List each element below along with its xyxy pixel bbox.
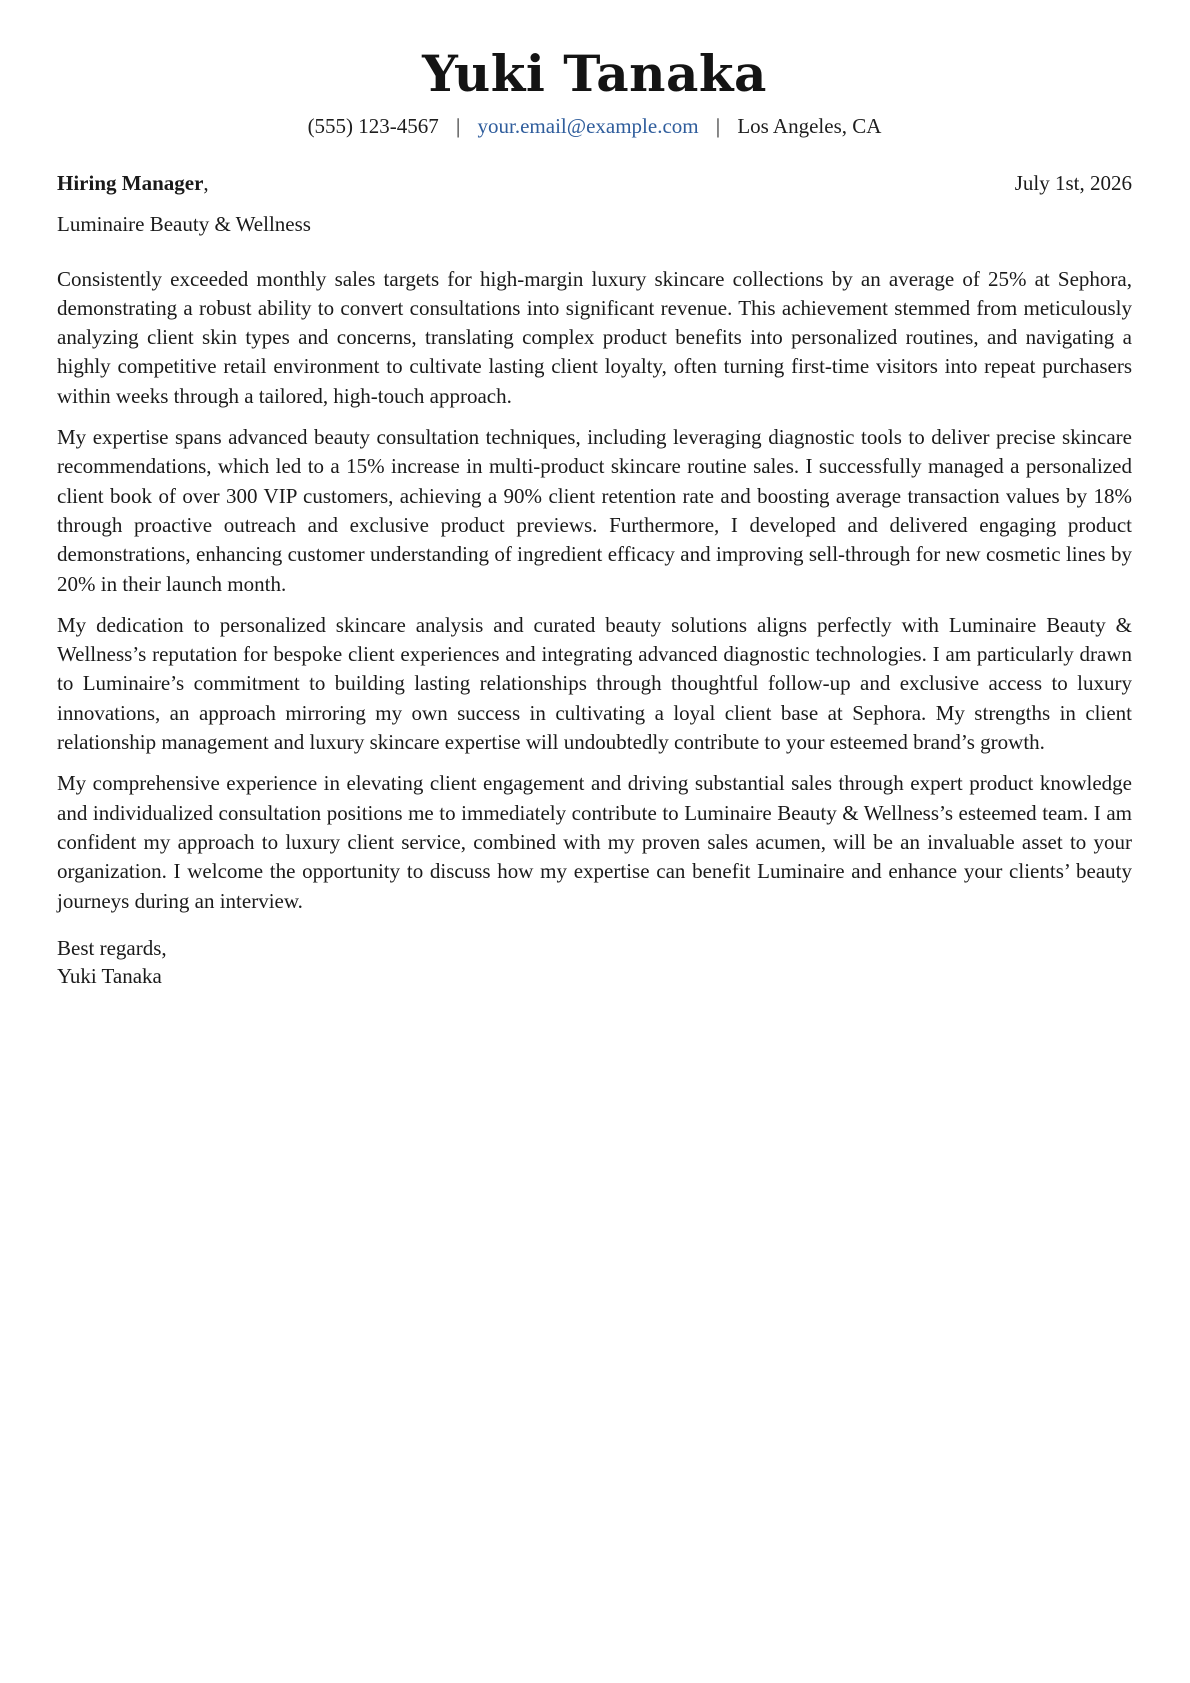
- body-paragraph: Consistently exceeded monthly sales targets for high-margin luxury skincare collections by an average of 25% at Sephora, demonstrating a robust ability to convert consultations into significant revenue. This achievement stemmed from meticulously analyzing client skin types and concerns, translating complex product benefits into personalized routines, and navigating a highly competitive retail environment to cultivate lasting client loyalty, often turning first-time visitors into repeat purchasers within weeks through a tailored, high-touch approach.: [57, 266, 1132, 408]
- location: Los Angeles, CA: [737, 114, 882, 138]
- contact-separator: |: [715, 114, 721, 138]
- body-paragraph: My expertise spans advanced beauty consultation techniques, including leveraging diagnostic tools to deliver precise skincare recommendations, which led to a 15% increase in multi-product skincare routine sales. I successfully managed a personalized client book of over 300 VIP customers, achieving a 90% client retention rate and boosting average transaction values by 18% through proactive outreach and exclusive product previews. Furthermore, I developed and delivered engaging product demonstrations, enhancing customer understanding of ingredient efficacy and improving sell-through for new cosmetic lines by 20% in their launch month.: [57, 425, 1132, 596]
- body-paragraph: My dedication to personalized skincare analysis and curated beauty solutions aligns perfectly with Luminaire Beauty & Wellness’s reputation for bespoke client experiences and integrating advanced diagnostic technologies. I am particularly drawn to Luminaire’s commitment to building lasting relationships through thoughtful follow-up and exclusive access to luxury innovations, an approach mirroring my own success in cultivating a loyal client base at Sephora. My strengths in client relationship management and luxury skincare expertise will undoubtedly contribute to your esteemed brand’s growth.: [57, 612, 1132, 755]
- contact-separator: |: [456, 114, 461, 138]
- letter-date: July 1st, 2026: [1014, 171, 1132, 196]
- email-link[interactable]: your.email@example.com: [477, 114, 699, 138]
- contact-line: [57, 114, 1132, 139]
- recipient-line: [57, 171, 209, 196]
- recipient: Hiring Manager: [57, 171, 204, 196]
- company-name: Luminaire Beauty & Wellness: [57, 212, 311, 237]
- body-paragraph: My comprehensive experience in elevating client engagement and driving substantial sales through expert product knowledge and individualized consultation positions me to immediately contribute to Luminaire Beauty & Wellness’s esteemed team. I am confident my approach to luxury client service, combined with my proven sales acumen, will be an invaluable asset to your organization. I welcome the opportunity to discuss how my expertise can benefit Luminaire and enhance your clients’ beauty journeys during an interview.: [57, 771, 1132, 913]
- applicant-name: Yuki Tanaka: [422, 44, 767, 103]
- salutation-row: [57, 171, 1132, 196]
- letter-body: [57, 265, 1132, 916]
- closing-phrase: Best regards,: [57, 935, 167, 960]
- closing-block: [57, 934, 1132, 990]
- cover-letter-page: [57, 0, 1132, 990]
- phone-number: (555) 123-4567: [307, 114, 439, 138]
- signature-name: Yuki Tanaka: [57, 963, 162, 988]
- recipient-comma: ,: [203, 171, 209, 196]
